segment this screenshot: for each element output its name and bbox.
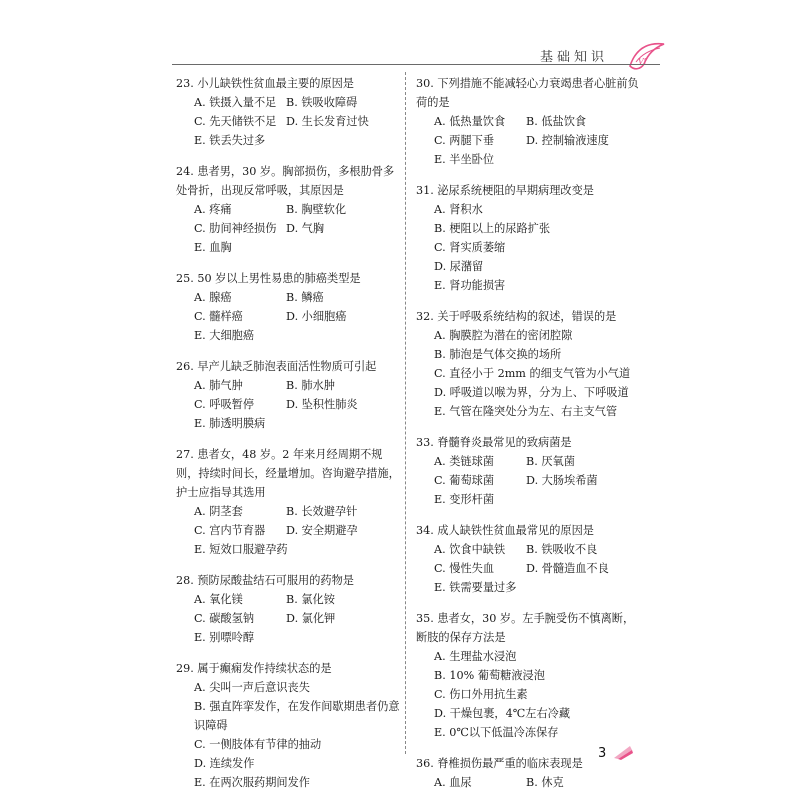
answer-option: A. 尖叫一声后意识丧失 (194, 681, 310, 694)
option-list (416, 773, 642, 792)
question-number: 34. (416, 524, 434, 537)
answer-option: A. 疼痛 (194, 203, 232, 216)
header-rule (172, 64, 660, 65)
answer-option: D. 安全期避孕 (286, 524, 358, 537)
answer-option: C. 髓样癌 (194, 310, 243, 323)
answer-option: E. 肺透明膜病 (194, 417, 266, 430)
answer-option: B. 肺水肿 (286, 379, 335, 392)
question-text: 预防尿酸盐结石可服用的药物是 (197, 574, 354, 587)
question-item (176, 162, 402, 257)
question-text: 关于呼吸系统结构的叙述，错误的是 (437, 310, 617, 323)
answer-option: B. 氯化铵 (286, 593, 335, 606)
answer-option: E. 0℃以下低温冷冻保存 (434, 726, 559, 739)
question-item (416, 307, 642, 421)
question-number: 29. (176, 662, 194, 675)
answer-option: B. 鳞癌 (286, 291, 324, 304)
question-stem (416, 609, 642, 647)
answer-option: A. 饮食中缺铁 (434, 543, 506, 556)
answer-option: D. 干燥包裹，4℃左右冷藏 (434, 707, 571, 720)
question-stem (416, 307, 642, 326)
question-stem (176, 571, 402, 590)
option-list (176, 200, 402, 257)
answer-option: A. 类链球菌 (434, 455, 494, 468)
question-text: 泌尿系统梗阻的早期病理改变是 (437, 184, 594, 197)
page-corner-decoration-icon (612, 744, 634, 760)
question-number: 28. (176, 574, 194, 587)
answer-option: D. 尿潴留 (434, 260, 484, 273)
question-stem (416, 74, 642, 112)
answer-option: C. 先天储铁不足 (194, 115, 277, 128)
answer-option: B. 低盐饮食 (526, 115, 587, 128)
answer-option: B. 厌氧菌 (526, 455, 575, 468)
answer-option: B. 胸壁软化 (286, 203, 347, 216)
question-number: 31. (416, 184, 434, 197)
question-number: 33. (416, 436, 434, 449)
answer-option: D. 连续发作 (194, 757, 255, 770)
option-list (176, 376, 402, 433)
option-list (176, 288, 402, 345)
question-number: 26. (176, 360, 194, 373)
answer-option: E. 血胸 (194, 241, 232, 254)
question-item (416, 609, 642, 742)
question-text: 患者女，30 岁。左手腕受伤不慎离断，断肢的保存方法是 (416, 612, 635, 644)
option-list (416, 112, 642, 169)
question-text: 50 岁以上男性易患的肺癌类型是 (197, 272, 361, 285)
answer-option: A. 生理盐水浸泡 (434, 650, 517, 663)
publisher-logo-icon (626, 40, 668, 74)
question-text: 下列措施不能减轻心力衰竭患者心脏前负荷的是 (416, 77, 639, 109)
answer-option: D. 呼吸道以喉为界，分为上、下呼吸道 (434, 386, 629, 399)
answer-option: A. 肾积水 (434, 203, 483, 216)
column-divider (405, 72, 406, 754)
answer-option: B. 休克 (526, 776, 564, 789)
option-list (176, 678, 402, 792)
question-item (176, 571, 402, 647)
answer-option: D. 控制输液速度 (526, 134, 609, 147)
question-text: 小儿缺铁性贫血最主要的原因是 (197, 77, 354, 90)
question-number: 23. (176, 77, 194, 90)
answer-option: D. 气胸 (286, 222, 325, 235)
answer-option: D. 骨髓造血不良 (526, 562, 609, 575)
option-list (416, 647, 642, 742)
answer-option: B. 强直阵挛发作，在发作间歇期患者仍意识障碍 (194, 700, 400, 732)
answer-option: D. 小细胞癌 (286, 310, 347, 323)
answer-option: A. 肺气肿 (194, 379, 243, 392)
question-stem (176, 357, 402, 376)
question-stem (416, 521, 642, 540)
question-item (416, 181, 642, 295)
answer-option: E. 变形杆菌 (434, 493, 495, 506)
option-list (176, 590, 402, 647)
answer-option: B. 10% 葡萄糖液浸泡 (434, 669, 545, 682)
answer-option: B. 长效避孕针 (286, 505, 358, 518)
question-stem (176, 162, 402, 200)
answer-option: A. 铁摄入量不足 (194, 96, 277, 109)
answer-option: E. 别嘌呤醇 (194, 631, 255, 644)
question-number: 24. (176, 165, 194, 178)
question-item (176, 74, 402, 150)
answer-option: E. 大细胞癌 (194, 329, 255, 342)
answer-option: B. 肺泡是气体交换的场所 (434, 348, 562, 361)
option-list (416, 540, 642, 597)
question-number: 36. (416, 757, 434, 770)
option-list (176, 502, 402, 559)
question-stem (416, 181, 642, 200)
question-text: 患者女，48 岁。2 年来月经周期不规则，持续时间长，经量增加。咨询避孕措施，护士应指导其选用 (176, 448, 400, 499)
right-column (416, 74, 642, 792)
answer-option: A. 胸膜腔为潜在的密闭腔隙 (434, 329, 573, 342)
answer-option: A. 腺癌 (194, 291, 232, 304)
answer-option: C. 直径小于 2mm 的细支气管为小气道 (434, 367, 631, 380)
answer-option: E. 铁需要量过多 (434, 581, 517, 594)
question-stem (176, 445, 402, 502)
answer-option: C. 宫内节育器 (194, 524, 266, 537)
answer-option: E. 半坐卧位 (434, 153, 495, 166)
question-number: 30. (416, 77, 434, 90)
question-text: 脊椎损伤最严重的临床表现是 (437, 757, 583, 770)
question-stem (416, 754, 642, 773)
question-text: 脊髓脊炎最常见的致病菌是 (437, 436, 572, 449)
question-stem (176, 659, 402, 678)
question-text: 患者男，30 岁。胸部损伤，多根肋骨多处骨折，出现反常呼吸，其原因是 (176, 165, 395, 197)
question-item (176, 357, 402, 433)
question-stem (176, 269, 402, 288)
answer-option: C. 伤口外用抗生素 (434, 688, 528, 701)
answer-option: C. 肾实质萎缩 (434, 241, 506, 254)
running-header: 基础知识 (540, 50, 609, 65)
answer-option: A. 血尿 (434, 776, 472, 789)
question-text: 早产儿缺乏肺泡表面活性物质可引起 (197, 360, 377, 373)
question-number: 27. (176, 448, 194, 461)
question-text: 成人缺铁性贫血最常见的原因是 (437, 524, 594, 537)
answer-option: C. 葡萄球菌 (434, 474, 495, 487)
question-item (416, 754, 642, 792)
question-item (176, 659, 402, 792)
svg-text:Vi: Vi (638, 57, 647, 66)
question-item (416, 433, 642, 509)
answer-option: A. 氧化镁 (194, 593, 243, 606)
answer-option: D. 氯化钾 (286, 612, 336, 625)
answer-option: D. 生长发育过快 (286, 115, 369, 128)
answer-option: E. 气管在隆突处分为左、右主支气管 (434, 405, 618, 418)
question-number: 25. (176, 272, 194, 285)
answer-option: A. 阴茎套 (194, 505, 243, 518)
question-stem (176, 74, 402, 93)
page-number: 3 (598, 746, 607, 761)
question-item (176, 445, 402, 559)
answer-option: C. 慢性失血 (434, 562, 495, 575)
option-list (176, 93, 402, 150)
answer-option: E. 在两次服药期间发作 (194, 776, 310, 789)
option-list (416, 200, 642, 295)
answer-option: A. 低热量饮食 (434, 115, 506, 128)
answer-option: C. 呼吸暂停 (194, 398, 255, 411)
answer-option: C. 肋间神经损伤 (194, 222, 277, 235)
question-stem (416, 433, 642, 452)
question-text: 属于癫痫发作持续状态的是 (197, 662, 332, 675)
answer-option: C. 碳酸氢钠 (194, 612, 255, 625)
answer-option: B. 梗阻以上的尿路扩张 (434, 222, 551, 235)
option-list (416, 326, 642, 421)
option-list (416, 452, 642, 509)
answer-option: D. 大肠埃希菌 (526, 474, 598, 487)
question-item (416, 521, 642, 597)
answer-option: B. 铁吸收不良 (526, 543, 598, 556)
answer-option: E. 铁丢失过多 (194, 134, 266, 147)
answer-option: C. 两腿下垂 (434, 134, 495, 147)
answer-option: D. 坠积性肺炎 (286, 398, 358, 411)
answer-option: E. 短效口服避孕药 (194, 543, 288, 556)
question-number: 32. (416, 310, 434, 323)
question-number: 35. (416, 612, 434, 625)
question-item (176, 269, 402, 345)
left-column (176, 74, 402, 792)
answer-option: E. 肾功能损害 (434, 279, 506, 292)
answer-option: C. 一侧肢体有节律的抽动 (194, 738, 322, 751)
question-item (416, 74, 642, 169)
answer-option: B. 铁吸收障碍 (286, 96, 358, 109)
